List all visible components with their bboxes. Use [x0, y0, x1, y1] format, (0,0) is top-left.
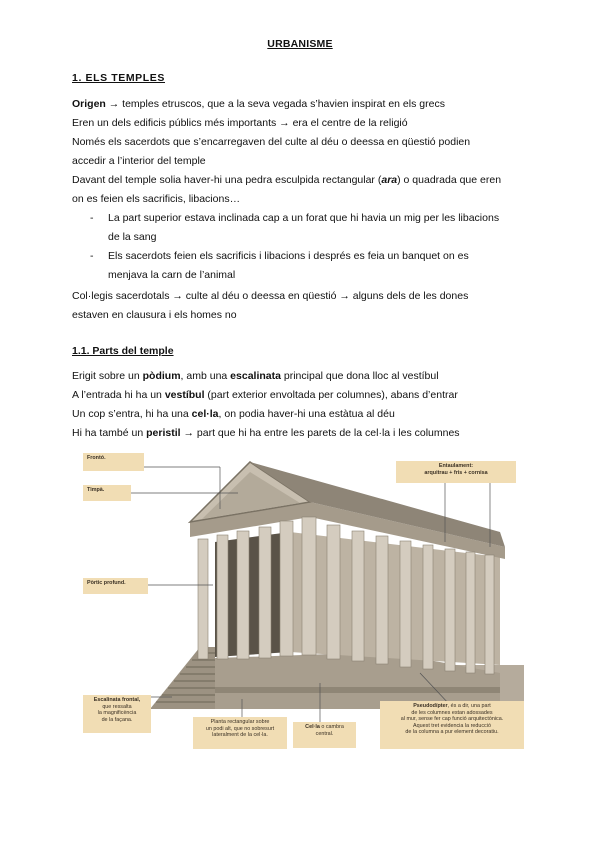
paragraph-peristil: Hi ha també un peristil → part que hi ha entre les parets de la cel·la i les columnes [72, 427, 460, 439]
callout-planta: Planta rectangular sobre un podi alt, que no sobresurt lateralment de la cel·la. [193, 717, 287, 749]
paragraph-line: Eren un dels edificis públics més importants → era el centre de la religió [72, 117, 408, 129]
paragraph-podium: Erigit sobre un pòdium, amb una escalinata principal que dona lloc al vestíbul [72, 370, 439, 382]
bullet-item: Els sacerdots feien els sacrificis i libacions i després es feia un banquet on es [108, 250, 469, 262]
page-title: URBANISME [267, 38, 333, 50]
callout-fronto: Frontó. [83, 453, 144, 471]
paragraph-line: Només els sacerdots que s’encarregaven del culte al déu o deessa en qüestió podien [72, 136, 471, 148]
paragraph-cella: Un cop s’entra, hi ha una cel·la, on podia haver-hi una estàtua al déu [72, 408, 395, 420]
bullet-item-cont: menjava la carn de l’animal [108, 269, 236, 281]
bullet-item: La part superior estava inclinada cap a un forat que hi havia un mig per les libacions [108, 212, 500, 224]
temple-figure [80, 447, 524, 753]
callout-entaulament: Entaulament: arquitrau + fris + cornisa [396, 461, 516, 483]
paragraph-line: estaven en clausura i els homes no [72, 309, 237, 321]
callout-escalinata: Escalinata frontal, que ressalta la magnificència de la façana. [83, 695, 151, 733]
callout-timpa: Timpà. [83, 485, 131, 501]
bullet-dash: - [90, 250, 94, 262]
paragraph-line: accedir a l’interior del temple [72, 155, 206, 167]
bullet-dash: - [90, 212, 94, 224]
bullet-item-cont: de la sang [108, 231, 157, 243]
paragraph-origen: Origen → temples etruscos, que a la seva vegada s’havien inspirat en els grecs [72, 98, 445, 110]
paragraph-line: Col·legis sacerdotals → culte al déu o deessa en qüestió → alguns dels de les dones [72, 290, 469, 302]
callout-pseudodipter: Pseudodípter, és a dir, una part de les columnes estan adossades al mur, sense fer cap funció arquitectònica. Aquest tret evidencia la reducció de la columna a pur element decoratiu. [380, 701, 524, 749]
paragraph-ara: Davant del temple solia haver-hi una pedra esculpida rectangular (ara) o quadrada que eren [72, 174, 502, 186]
callout-cella: Cel·la o cambra central. [293, 722, 356, 748]
paragraph-vestibul: A l’entrada hi ha un vestíbul (part exterior envoltada per columnes), abans d’entrar [72, 389, 458, 401]
section-heading-temples: 1. ELS TEMPLES [72, 72, 165, 84]
callout-portic: Pòrtic profund. [83, 578, 148, 594]
paragraph-line: on es feien els sacrificis, libacions… [72, 193, 241, 205]
section-heading-parts: 1.1. Parts del temple [72, 345, 174, 357]
